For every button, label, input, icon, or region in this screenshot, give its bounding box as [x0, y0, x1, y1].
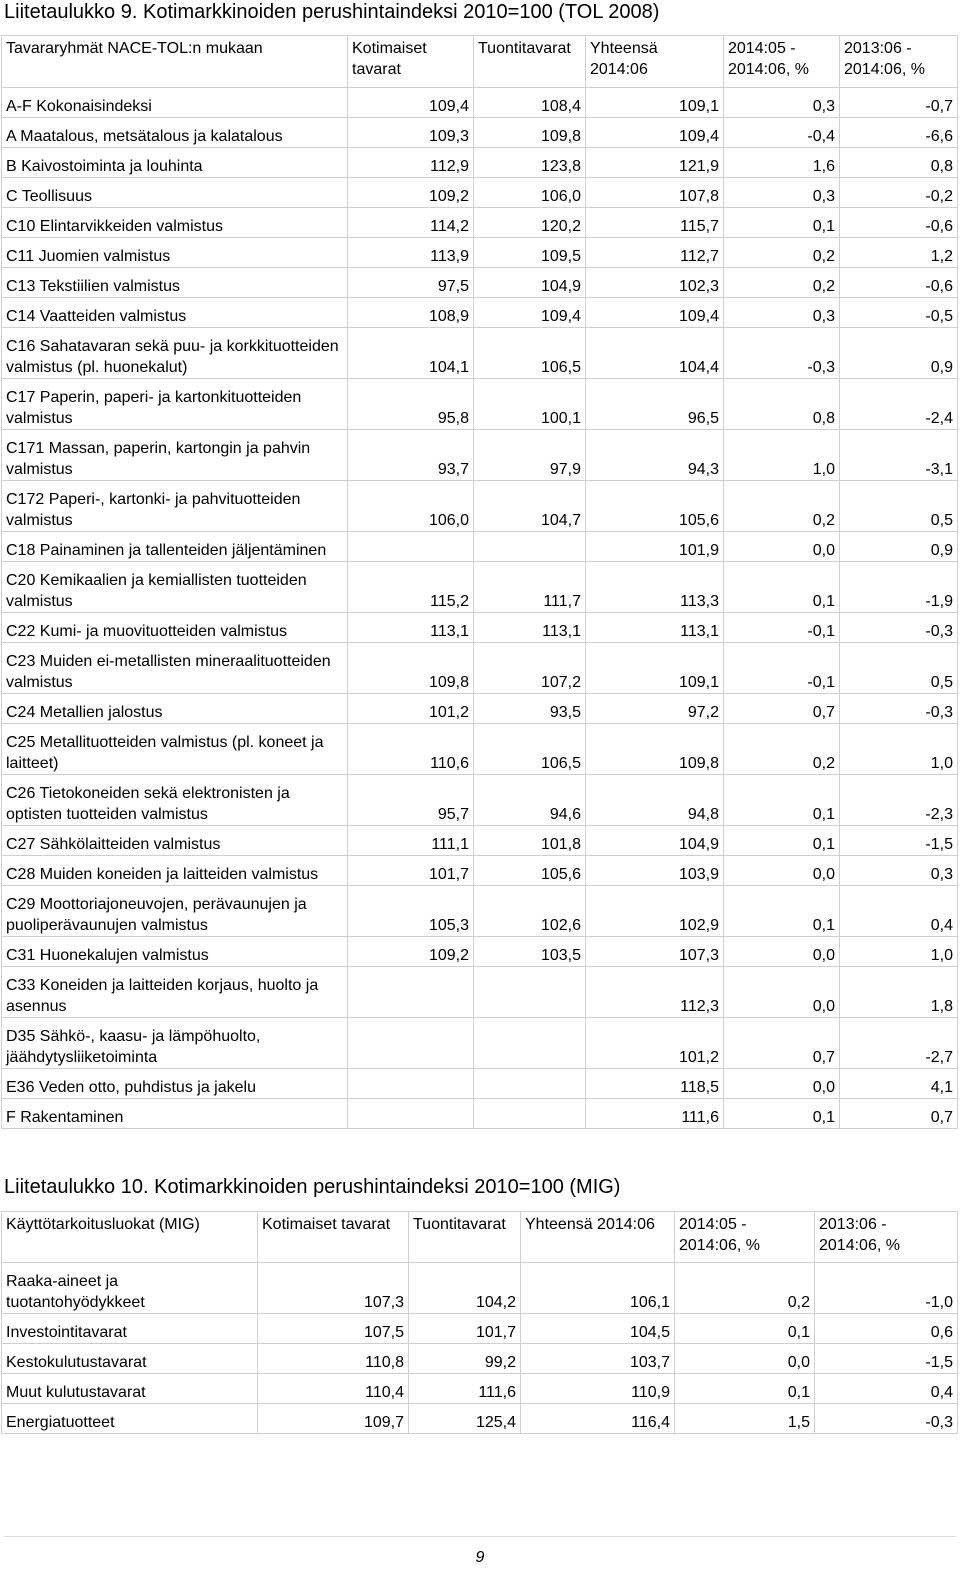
table-row [2, 268, 958, 298]
row-label: C11 Juomien valmistus [2, 238, 348, 268]
cell-annual-change: 1,8 [840, 967, 958, 1018]
cell-imported [474, 1018, 586, 1069]
cell-imported: 103,5 [474, 937, 586, 967]
cell-monthly-change: 0,0 [724, 856, 840, 886]
cell-monthly-change: 0,3 [724, 298, 840, 328]
cell-domestic: 113,9 [348, 238, 474, 268]
cell-total: 121,9 [586, 148, 724, 178]
row-label: F Rakentaminen [2, 1099, 348, 1129]
cell-domestic: 110,6 [348, 724, 474, 775]
cell-annual-change: -1,0 [815, 1263, 958, 1314]
cell-domestic: 110,4 [258, 1374, 409, 1404]
cell-annual-change: -0,2 [840, 178, 958, 208]
cell-domestic: 101,7 [348, 856, 474, 886]
cell-imported [474, 967, 586, 1018]
cell-total: 109,1 [586, 643, 724, 694]
row-label: C18 Painaminen ja tallenteiden jäljentäminen [2, 532, 348, 562]
cell-total: 94,8 [586, 775, 724, 826]
cell-imported: 101,8 [474, 826, 586, 856]
cell-domestic: 110,8 [258, 1344, 409, 1374]
row-label: E36 Veden otto, puhdistus ja jakelu [2, 1069, 348, 1099]
footer-divider [4, 1536, 956, 1537]
col-header-annual-change: 2013:06 - 2014:06, % [840, 36, 958, 88]
cell-domestic: 106,0 [348, 481, 474, 532]
table-row [2, 178, 958, 208]
cell-domestic: 109,4 [348, 88, 474, 118]
cell-imported: 108,4 [474, 88, 586, 118]
cell-annual-change: 0,9 [840, 532, 958, 562]
row-label: C25 Metallituotteiden valmistus (pl. koneet ja laitteet) [2, 724, 348, 775]
table-row [2, 643, 958, 694]
cell-monthly-change: 0,0 [724, 1069, 840, 1099]
cell-monthly-change: 0,2 [724, 481, 840, 532]
col-header-category: Käyttötarkoitusluokat (MIG) [2, 1212, 258, 1263]
cell-domestic: 109,3 [348, 118, 474, 148]
table-row [2, 1404, 958, 1434]
cell-monthly-change: 0,8 [724, 379, 840, 430]
row-label: Raaka-aineet ja tuotantohyödykkeet [2, 1263, 258, 1314]
cell-monthly-change: 0,3 [724, 88, 840, 118]
cell-annual-change: 0,9 [840, 328, 958, 379]
row-label: C22 Kumi- ja muovituotteiden valmistus [2, 613, 348, 643]
cell-annual-change: -0,6 [840, 208, 958, 238]
cell-monthly-change: 0,1 [675, 1314, 815, 1344]
cell-total: 103,7 [521, 1344, 675, 1374]
row-label: B Kaivostoiminta ja louhinta [2, 148, 348, 178]
table-row [2, 562, 958, 613]
row-label: A-F Kokonaisindeksi [2, 88, 348, 118]
row-label: C29 Moottoriajoneuvojen, perävaunujen ja puoliperävaunujen valmistus [2, 886, 348, 937]
cell-imported [474, 1069, 586, 1099]
table-row [2, 88, 958, 118]
cell-domestic: 105,3 [348, 886, 474, 937]
cell-annual-change: 0,7 [840, 1099, 958, 1129]
cell-total: 112,7 [586, 238, 724, 268]
cell-monthly-change: 0,1 [724, 562, 840, 613]
cell-domestic: 93,7 [348, 430, 474, 481]
cell-monthly-change: 1,5 [675, 1404, 815, 1434]
cell-annual-change: 0,6 [815, 1314, 958, 1344]
table-row [2, 118, 958, 148]
cell-domestic: 104,1 [348, 328, 474, 379]
cell-monthly-change: 0,0 [724, 937, 840, 967]
cell-monthly-change: 0,0 [724, 532, 840, 562]
cell-monthly-change: 0,1 [675, 1374, 815, 1404]
cell-total: 111,6 [586, 1099, 724, 1129]
page-number: 9 [475, 1549, 485, 1566]
table-row [2, 430, 958, 481]
cell-monthly-change: 1,0 [724, 430, 840, 481]
cell-total: 96,5 [586, 379, 724, 430]
col-header-monthly-change: 2014:05 - 2014:06, % [675, 1212, 815, 1263]
row-label: A Maatalous, metsätalous ja kalatalous [2, 118, 348, 148]
cell-annual-change: -3,1 [840, 430, 958, 481]
row-label: C14 Vaatteiden valmistus [2, 298, 348, 328]
table-row [2, 1344, 958, 1374]
cell-total: 112,3 [586, 967, 724, 1018]
cell-monthly-change: 0,7 [724, 1018, 840, 1069]
cell-annual-change: 0,5 [840, 643, 958, 694]
cell-total: 104,9 [586, 826, 724, 856]
cell-annual-change: -1,5 [840, 826, 958, 856]
cell-annual-change: -0,3 [815, 1404, 958, 1434]
table-row [2, 298, 958, 328]
cell-monthly-change: -0,3 [724, 328, 840, 379]
row-label: C27 Sähkölaitteiden valmistus [2, 826, 348, 856]
cell-domestic: 112,9 [348, 148, 474, 178]
row-label: C23 Muiden ei-metallisten mineraalituotteiden valmistus [2, 643, 348, 694]
cell-domestic [348, 967, 474, 1018]
cell-monthly-change: 0,0 [675, 1344, 815, 1374]
cell-annual-change: 0,3 [840, 856, 958, 886]
cell-imported: 99,2 [409, 1344, 521, 1374]
cell-domestic: 107,5 [258, 1314, 409, 1344]
cell-monthly-change: -0,1 [724, 613, 840, 643]
cell-domestic: 101,2 [348, 694, 474, 724]
cell-annual-change: -0,3 [840, 694, 958, 724]
cell-imported: 106,5 [474, 724, 586, 775]
cell-imported: 94,6 [474, 775, 586, 826]
cell-domestic [348, 1018, 474, 1069]
cell-total: 109,8 [586, 724, 724, 775]
cell-annual-change: -1,9 [840, 562, 958, 613]
col-header-total: Yhteensä 2014:06 [586, 36, 724, 88]
cell-monthly-change: 0,1 [724, 826, 840, 856]
col-header-imported: Tuontitavarat [474, 36, 586, 88]
cell-imported: 106,0 [474, 178, 586, 208]
cell-monthly-change: 0,7 [724, 694, 840, 724]
table-row [2, 886, 958, 937]
row-label: C31 Huonekalujen valmistus [2, 937, 348, 967]
table-row [2, 1018, 958, 1069]
cell-imported: 109,8 [474, 118, 586, 148]
cell-total: 103,9 [586, 856, 724, 886]
cell-total: 107,3 [586, 937, 724, 967]
cell-imported: 104,9 [474, 268, 586, 298]
mig-price-index-table [1, 1211, 958, 1434]
row-label: C172 Paperi-, kartonki- ja pahvituotteiden valmistus [2, 481, 348, 532]
cell-imported: 113,1 [474, 613, 586, 643]
cell-imported [474, 1099, 586, 1129]
row-label: C16 Sahatavaran sekä puu- ja korkkituotteiden valmistus (pl. huonekalut) [2, 328, 348, 379]
cell-total: 101,9 [586, 532, 724, 562]
row-label: C13 Tekstiilien valmistus [2, 268, 348, 298]
cell-domestic [348, 532, 474, 562]
cell-total: 102,3 [586, 268, 724, 298]
cell-imported: 109,5 [474, 238, 586, 268]
cell-annual-change: 0,5 [840, 481, 958, 532]
cell-domestic: 114,2 [348, 208, 474, 238]
row-label: C Teollisuus [2, 178, 348, 208]
cell-domestic: 95,7 [348, 775, 474, 826]
table-row [2, 613, 958, 643]
nace-price-index-table [1, 35, 958, 1129]
row-label: C28 Muiden koneiden ja laitteiden valmistus [2, 856, 348, 886]
row-label: D35 Sähkö-, kaasu- ja lämpöhuolto, jäähdytysliiketoiminta [2, 1018, 348, 1069]
cell-annual-change: -2,4 [840, 379, 958, 430]
table-row [2, 1314, 958, 1344]
table-row [2, 379, 958, 430]
cell-total: 101,2 [586, 1018, 724, 1069]
col-header-monthly-change: 2014:05 - 2014:06, % [724, 36, 840, 88]
cell-annual-change: -1,5 [815, 1344, 958, 1374]
cell-annual-change: 0,4 [840, 886, 958, 937]
row-label: C33 Koneiden ja laitteiden korjaus, huolto ja asennus [2, 967, 348, 1018]
table-row [2, 1263, 958, 1314]
cell-total: 104,5 [521, 1314, 675, 1344]
cell-imported [474, 532, 586, 562]
cell-monthly-change: 0,2 [675, 1263, 815, 1314]
cell-annual-change: -2,7 [840, 1018, 958, 1069]
table-10-title: Liitetaulukko 10. Kotimarkkinoiden perushintaindeksi 2010=100 (MIG) [4, 1176, 621, 1198]
cell-annual-change: 0,4 [815, 1374, 958, 1404]
cell-domestic: 113,1 [348, 613, 474, 643]
row-label: Energiatuotteet [2, 1404, 258, 1434]
cell-imported: 104,7 [474, 481, 586, 532]
cell-monthly-change: 0,0 [724, 967, 840, 1018]
table-row [2, 238, 958, 268]
table-row [2, 724, 958, 775]
cell-annual-change: -0,7 [840, 88, 958, 118]
row-label: C24 Metallien jalostus [2, 694, 348, 724]
row-label: C26 Tietokoneiden sekä elektronisten ja optisten tuotteiden valmistus [2, 775, 348, 826]
table-9-title: Liitetaulukko 9. Kotimarkkinoiden perushintaindeksi 2010=100 (TOL 2008) [4, 1, 660, 23]
cell-monthly-change: 0,1 [724, 775, 840, 826]
cell-total: 94,3 [586, 430, 724, 481]
cell-domestic: 95,8 [348, 379, 474, 430]
table-row [2, 148, 958, 178]
col-header-annual-change: 2013:06 - 2014:06, % [815, 1212, 958, 1263]
cell-domestic: 109,2 [348, 178, 474, 208]
row-label: C20 Kemikaalien ja kemiallisten tuotteiden valmistus [2, 562, 348, 613]
table-header-row [2, 1212, 958, 1263]
table-row [2, 826, 958, 856]
cell-imported: 105,6 [474, 856, 586, 886]
cell-monthly-change: 0,3 [724, 178, 840, 208]
cell-domestic: 109,7 [258, 1404, 409, 1434]
cell-imported: 109,4 [474, 298, 586, 328]
cell-annual-change: 0,8 [840, 148, 958, 178]
cell-imported: 123,8 [474, 148, 586, 178]
cell-annual-change: -0,5 [840, 298, 958, 328]
cell-total: 104,4 [586, 328, 724, 379]
cell-monthly-change: 0,2 [724, 238, 840, 268]
cell-annual-change: -0,3 [840, 613, 958, 643]
col-header-domestic: Kotimaiset tavarat [348, 36, 474, 88]
cell-total: 107,8 [586, 178, 724, 208]
cell-total: 97,2 [586, 694, 724, 724]
cell-domestic: 97,5 [348, 268, 474, 298]
table-row [2, 775, 958, 826]
cell-total: 106,1 [521, 1263, 675, 1314]
row-label: Kestokulutustavarat [2, 1344, 258, 1374]
col-header-domestic: Kotimaiset tavarat [258, 1212, 409, 1263]
table-row [2, 481, 958, 532]
table-row [2, 937, 958, 967]
cell-domestic: 108,9 [348, 298, 474, 328]
cell-imported: 106,5 [474, 328, 586, 379]
cell-imported: 111,7 [474, 562, 586, 613]
cell-monthly-change: 0,1 [724, 886, 840, 937]
table-row [2, 1099, 958, 1129]
cell-total: 105,6 [586, 481, 724, 532]
row-label: C17 Paperin, paperi- ja kartonkituotteiden valmistus [2, 379, 348, 430]
row-label: Investointitavarat [2, 1314, 258, 1344]
cell-domestic [348, 1099, 474, 1129]
cell-imported: 97,9 [474, 430, 586, 481]
cell-total: 102,9 [586, 886, 724, 937]
cell-total: 113,1 [586, 613, 724, 643]
table-row [2, 856, 958, 886]
col-header-category: Tavararyhmät NACE-TOL:n mukaan [2, 36, 348, 88]
cell-total: 116,4 [521, 1404, 675, 1434]
cell-imported: 111,6 [409, 1374, 521, 1404]
table-row [2, 1069, 958, 1099]
cell-monthly-change: 0,2 [724, 724, 840, 775]
cell-annual-change: 1,2 [840, 238, 958, 268]
cell-imported: 102,6 [474, 886, 586, 937]
table-header-row [2, 36, 958, 88]
cell-annual-change: -6,6 [840, 118, 958, 148]
cell-annual-change: 4,1 [840, 1069, 958, 1099]
table-row [2, 208, 958, 238]
cell-imported: 100,1 [474, 379, 586, 430]
cell-imported: 125,4 [409, 1404, 521, 1434]
table-row [2, 694, 958, 724]
cell-total: 118,5 [586, 1069, 724, 1099]
cell-annual-change: -2,3 [840, 775, 958, 826]
cell-imported: 101,7 [409, 1314, 521, 1344]
cell-annual-change: 1,0 [840, 937, 958, 967]
row-label: C10 Elintarvikkeiden valmistus [2, 208, 348, 238]
cell-domestic: 109,8 [348, 643, 474, 694]
cell-domestic: 115,2 [348, 562, 474, 613]
cell-imported: 120,2 [474, 208, 586, 238]
cell-total: 113,3 [586, 562, 724, 613]
cell-imported: 93,5 [474, 694, 586, 724]
cell-monthly-change: -0,4 [724, 118, 840, 148]
cell-domestic: 107,3 [258, 1263, 409, 1314]
cell-monthly-change: 0,1 [724, 208, 840, 238]
row-label: Muut kulutustavarat [2, 1374, 258, 1404]
cell-monthly-change: 0,1 [724, 1099, 840, 1129]
cell-annual-change: 1,0 [840, 724, 958, 775]
table-row [2, 967, 958, 1018]
cell-monthly-change: -0,1 [724, 643, 840, 694]
cell-total: 109,4 [586, 118, 724, 148]
col-header-total: Yhteensä 2014:06 [521, 1212, 675, 1263]
cell-domestic: 111,1 [348, 826, 474, 856]
cell-monthly-change: 0,2 [724, 268, 840, 298]
row-label: C171 Massan, paperin, kartongin ja pahvin valmistus [2, 430, 348, 481]
table-row [2, 1374, 958, 1404]
cell-monthly-change: 1,6 [724, 148, 840, 178]
cell-total: 110,9 [521, 1374, 675, 1404]
cell-imported: 107,2 [474, 643, 586, 694]
cell-domestic: 109,2 [348, 937, 474, 967]
table-row [2, 532, 958, 562]
table-row [2, 328, 958, 379]
cell-imported: 104,2 [409, 1263, 521, 1314]
cell-domestic [348, 1069, 474, 1099]
cell-annual-change: -0,6 [840, 268, 958, 298]
col-header-imported: Tuontitavarat [409, 1212, 521, 1263]
cell-total: 115,7 [586, 208, 724, 238]
cell-total: 109,1 [586, 88, 724, 118]
cell-total: 109,4 [586, 298, 724, 328]
